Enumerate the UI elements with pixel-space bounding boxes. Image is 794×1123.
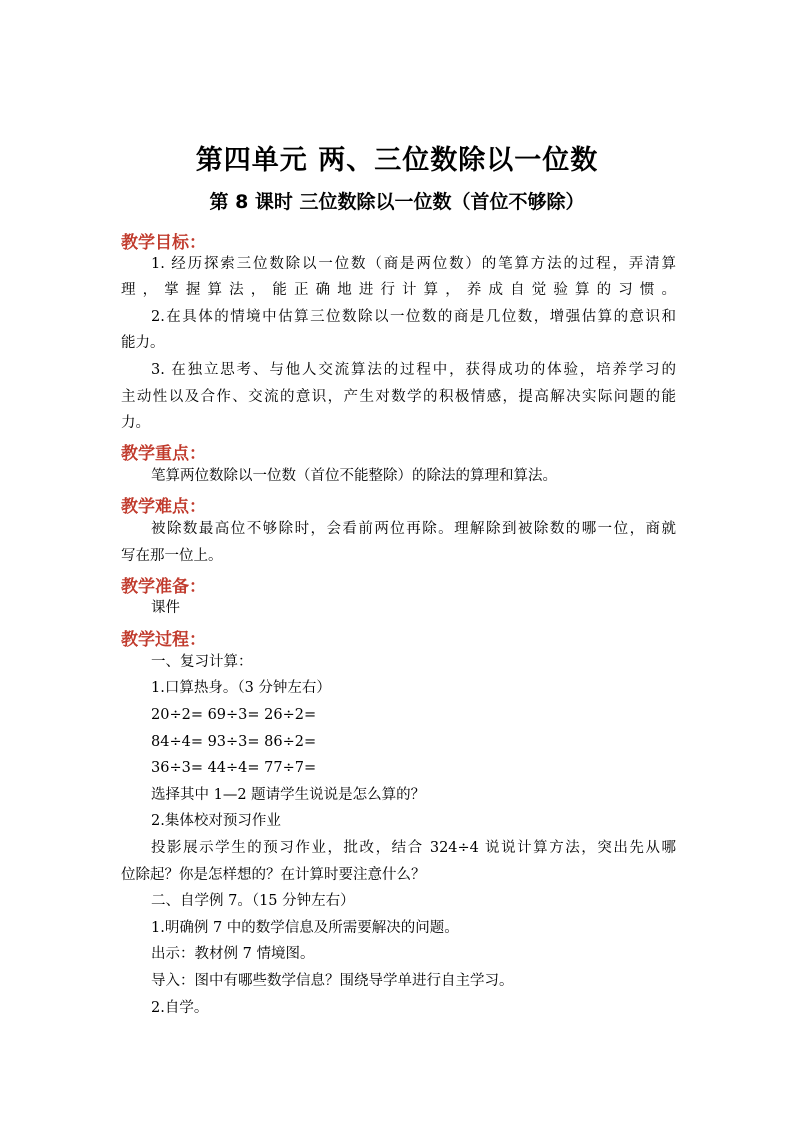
goals-line-6: 主动性以及合作、交流的意识，产生对数学的积极情感，提高解决实际问题的能 [121, 389, 676, 405]
goals-heading: 教学目标： [121, 233, 206, 253]
process-line-7: 2.集体校对预习作业 [151, 813, 281, 829]
goals-line-2: 理，掌握算法，能正确地进行计算，养成自觉验算的习惯。 [121, 282, 676, 298]
goals-line-3: 2.在具体的情境中估算三位数除以一位数的商是几位数，增强估算的意识和 [151, 309, 676, 325]
difficulties-line-2: 写在那一位上。 [121, 548, 223, 564]
goals-line-7: 力。 [121, 415, 150, 431]
difficulties-line-1: 被除数最高位不够除时，会看前两位再除。理解除到被除数的哪一位，商就 [151, 521, 676, 537]
process-line-13: 导入：图中有哪些数学信息？围绕导学单进行自主学习。 [151, 973, 514, 989]
process-line-2: 1.口算热身。（3 分钟左右） [151, 680, 331, 696]
process-line-14: 2.自学。 [151, 1000, 209, 1016]
lesson-subtitle: 第 8 课时 三位数除以一位数（首位不够除） [209, 191, 585, 213]
preparation-heading: 教学准备： [121, 577, 206, 597]
key-points-line-1: 笔算两位数除以一位数（首位不能整除）的除法的算理和算法。 [151, 468, 557, 484]
preparation-line-1: 课件 [151, 600, 180, 616]
key-points-heading: 教学重点： [121, 444, 206, 464]
process-line-12: 出示：教材例 7 情境图。 [151, 946, 315, 962]
process-line-4: 84÷4= 93÷3= 86÷2= [151, 734, 317, 750]
process-line-1: 一、复习计算： [151, 654, 253, 670]
process-line-9: 位除起？你是怎样想的？在计算时要注意什么？ [121, 867, 426, 883]
goals-line-4: 能力。 [121, 335, 165, 351]
process-heading: 教学过程： [121, 630, 206, 650]
process-line-3: 20÷2= 69÷3= 26÷2= [151, 707, 317, 723]
goals-line-1: 1. 经历探索三位数除以一位数（商是两位数）的笔算方法的过程，弄清算 [151, 256, 676, 272]
process-line-11: 1.明确例 7 中的数学信息及所需要解决的问题。 [151, 920, 459, 936]
process-line-6: 选择其中 1—2 题请学生说说是怎么算的？ [151, 787, 426, 803]
process-line-10: 二、自学例 7。（15 分钟左右） [151, 893, 355, 909]
process-line-5: 36÷3= 44÷4= 77÷7= [151, 760, 317, 776]
difficulties-heading: 教学难点： [121, 497, 206, 517]
goals-line-5: 3. 在独立思考、与他人交流算法的过程中，获得成功的体验，培养学习的 [151, 362, 676, 378]
unit-title: 第四单元 两、三位数除以一位数 [195, 145, 599, 176]
process-line-8: 投影展示学生的预习作业，批改，结合 324÷4 说说计算方法，突出先从哪 [151, 840, 676, 856]
